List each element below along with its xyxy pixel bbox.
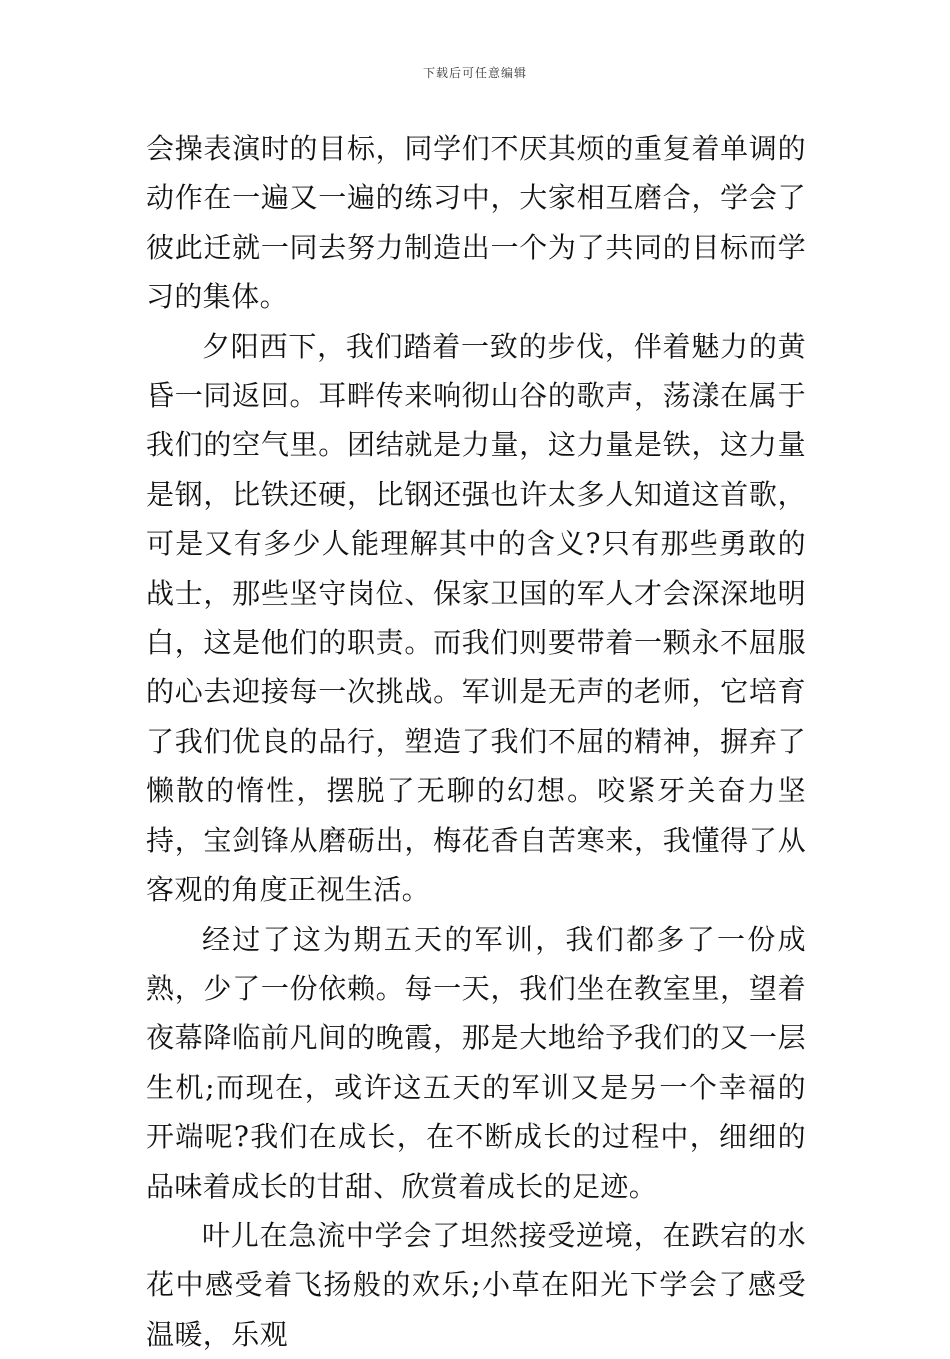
page-header: 下载后可任意编辑 (422, 66, 527, 80)
document-body (146, 124, 806, 1359)
paragraph-3: 经过了这为期五天的军训，我们都多了一份成熟，少了一份依赖。每一天，我们坐在教室里，望着夜幕降临前凡间的晚霞，那是大地给予我们的又一层生机;而现在，或许这五天的军训又是另一个幸福的开端呢?我们在成长，在不断成长的过程中，细细的品味着成长的甘甜、欣赏着成长的足迹。 (146, 922, 806, 1203)
paragraph-2: 夕阳西下，我们踏着一致的步伐，伴着魅力的黄昏一同返回。耳畔传来响彻山谷的歌声，荡漾在属于我们的空气里。团结就是力量，这力量是铁，这力量是钢，比铁还硬，比钢还强也许太多人知道这首歌，可是又有多少人能理解其中的含义?只有那些勇敢的战士，那些坚守岗位、保家卫国的军人才会深深地明白，这是他们的职责。而我们则要带着一颗永不屈服的心去迎接每一次挑战。军训是无声的老师，它培育了我们优良的品行，塑造了我们不屈的精神，摒弃了懒散的惰性，摆脱了无聊的幻想。咬紧牙关奋力坚持，宝剑锋从磨砺出，梅花香自苦寒来，我懂得了从客观的角度正视生活。 (146, 329, 806, 907)
paragraph-1: 会操表演时的目标，同学们不厌其烦的重复着单调的动作在一遍又一遍的练习中，大家相互磨合，学会了彼此迁就一同去努力制造出一个为了共同的目标而学习的集体。 (146, 132, 806, 314)
paragraph-4: 叶儿在急流中学会了坦然接受逆境，在跌宕的水花中感受着飞扬般的欢乐;小草在阳光下学会了感受温暖，乐观 (146, 1218, 806, 1351)
